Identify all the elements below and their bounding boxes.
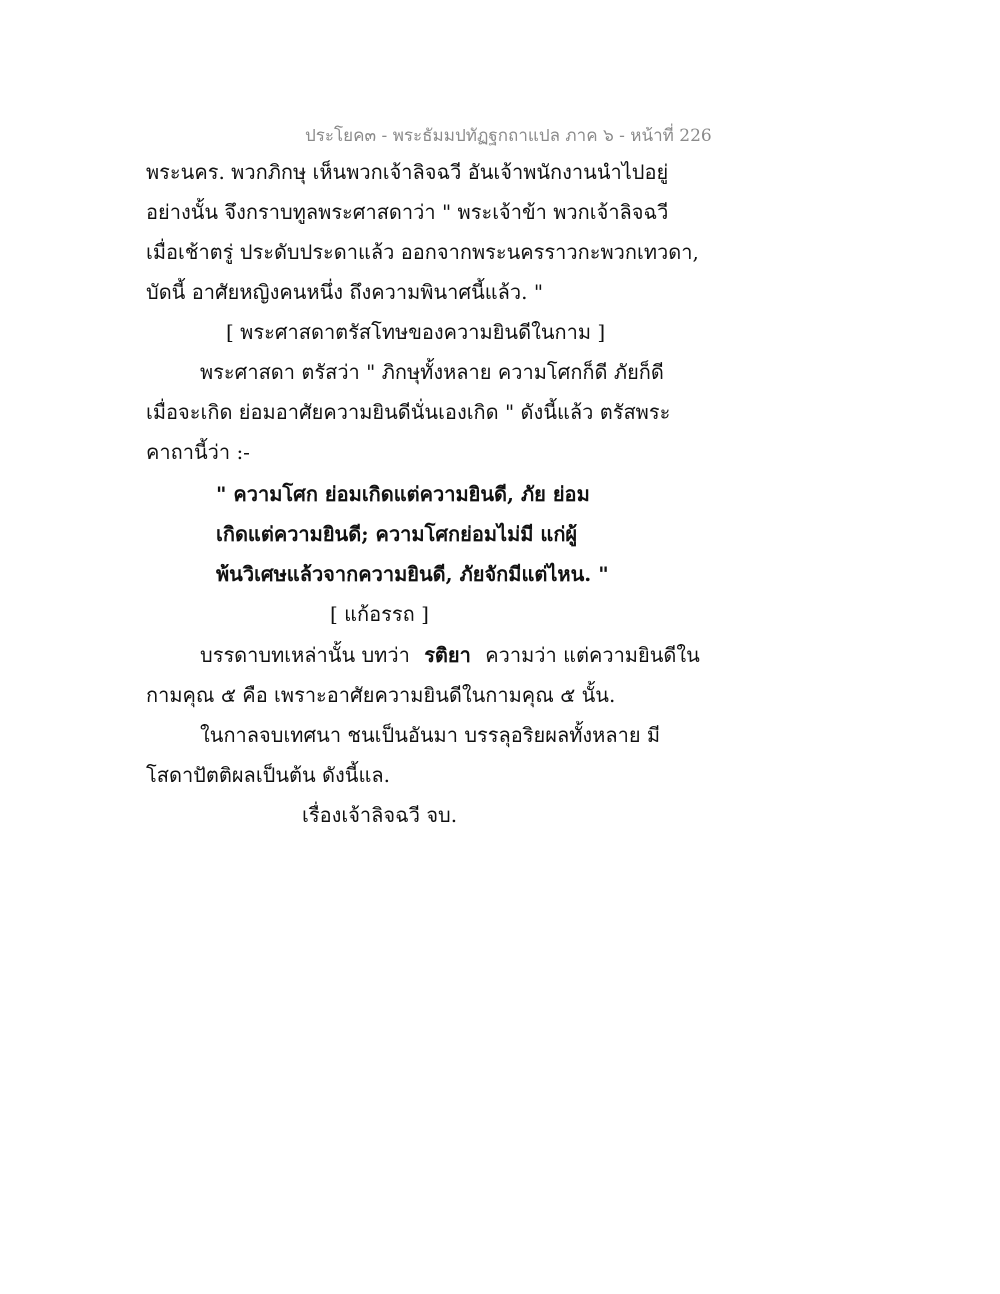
body-line: เมื่อเช้าตรู่ ประดับประดาแล้ว ออกจากพระนครราวกะพวกเทวดา, [146,240,699,264]
section-heading: [ พระศาสดาตรัสโทษของความยินดีในกาม ] [226,320,606,344]
story-end: เรื่องเจ้าลิจฉวี จบ. [302,803,458,827]
body-line: กามคุณ ๕ คือ เพราะอาศัยความยินดีในกามคุณ ๕ นั้น. [146,683,616,707]
body-line: คาถานี้ว่า :- [146,440,250,464]
body-line: พระศาสดา ตรัสว่า " ภิกษุทั้งหลาย ความโศกก็ดี ภัยก็ดี [200,360,664,384]
verse-line: เกิดแต่ความยินดี; ความโศกย่อมไม่มี แก่ผู้ [216,522,578,546]
body-line: ในกาลจบเทศนา ชนเป็นอันมา บรรลุอริยผลทั้งหลาย มี [200,723,661,747]
body-text: ความว่า แต่ความยินดีใน [485,643,700,667]
body-text: บรรดาบทเหล่านั้น บทว่า [200,643,410,667]
body-line: อย่างนั้น จึงกราบทูลพระศาสดาว่า " พระเจ้าข้า พวกเจ้าลิจฉวี [146,200,669,224]
verse-line: " ความโศก ย่อมเกิดแต่ความยินดี, ภัย ย่อม [216,482,590,506]
verse-line: พ้นวิเศษแล้วจากความยินดี, ภัยจักมีแต่ไหน. " [216,562,609,586]
body-line: บัดนี้ อาศัยหญิงคนหนึ่ง ถึงความพินาศนี้แล้ว. " [146,280,544,304]
body-line: พระนคร. พวกภิกษุ เห็นพวกเจ้าลิจฉวี อันเจ้าพนักงานนำไปอยู่ [146,160,669,184]
running-header: ประโยค๓ - พระธัมมปทัฏฐกถาแปล ภาค ๖ - หน้าที่ 226 [305,126,712,146]
body-line [200,641,700,669]
glossed-term: รติยา [424,643,471,667]
body-line: โสดาปัตติผลเป็นต้น ดังนี้แล. [146,763,390,787]
commentary-heading: [ แก้อรรถ ] [330,602,429,626]
body-line: เมื่อจะเกิด ย่อมอาศัยความยินดีนั่นเองเกิด " ดังนี้แล้ว ตรัสพระ [146,400,671,424]
